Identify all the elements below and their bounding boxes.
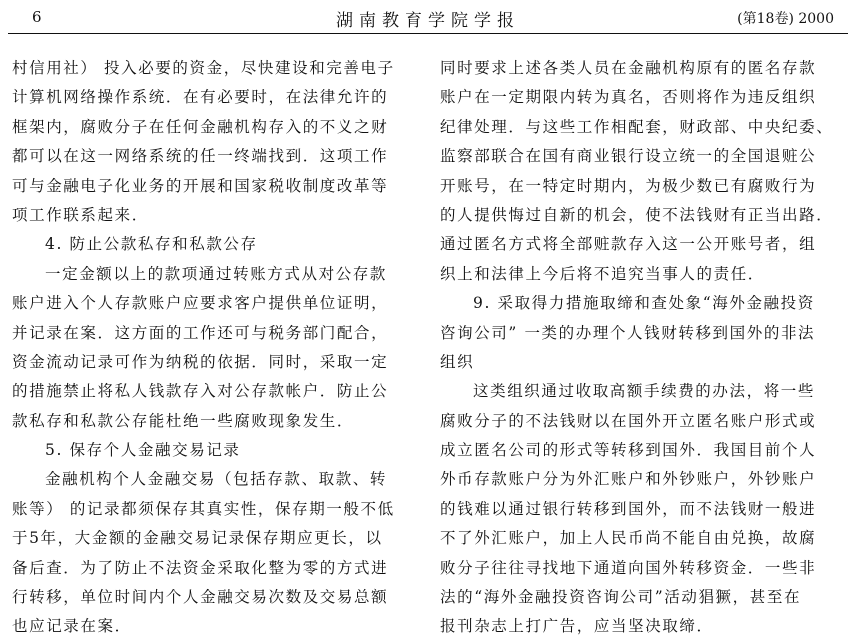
text-line: 不了外汇账户，加上人民币尚不能自由兑换，故腐 [440, 529, 817, 548]
text-line: 款私存和私款公存能杜绝一些腐败现象发生． [12, 411, 355, 430]
text-line: 5. 保存个人金融交易记录 [45, 441, 241, 460]
text-line: 的措施禁止将私人钱款存入对公存款帐户．防止公 [12, 382, 389, 401]
text-line: 腐败分子的不法钱财以在国外开立匿名账户形式或 [440, 411, 817, 430]
header-rule [8, 33, 848, 34]
text-line: 框架内，腐败分子在任何金融机构存入的不义之财 [12, 117, 389, 136]
text-line: 开账号，在一特定时期内，为极少数已有腐败行为 [440, 176, 817, 195]
issue-info: (第18卷) 2000 [737, 11, 834, 27]
text-line: 的人提供悔过自新的机会，使不法钱财有正当出路． [440, 205, 834, 224]
page-header [0, 0, 856, 36]
text-line: 败分子往往寻找地下通道向国外转移资金．一些非 [440, 558, 817, 577]
text-line: 同时要求上述各类人员在金融机构原有的匿名存款 [440, 59, 817, 77]
text-line: 一定金额以上的款项通过转账方式从对公存款 [45, 264, 388, 283]
text-line: 项工作联系起来． [12, 205, 149, 224]
text-line: 通过匿名方式将全部赃款存入这一公开账号者，组 [440, 235, 817, 254]
text-line: 账户在一定期限内转为真名，否则将作为违反组织 [440, 88, 817, 107]
text-line: 都可以在这一网络系统的任一终端找到．这项工作 [12, 147, 389, 166]
journal-title: 湖南教育学院学报 [336, 11, 520, 31]
text-line: 村信用社） 投入必要的资金，尽快建设和完善电子 [12, 59, 395, 77]
text-line: 备后查．为了防止不法资金采取化整为零的方式进 [12, 558, 389, 577]
text-line: 外币存款账户分为外汇账户和外钞账户，外钞账户 [440, 470, 817, 489]
text-line: 法的“海外金融投资咨询公司”活动猖獗，甚至在 [440, 588, 802, 607]
text-line: 于5年，大金额的金融交易记录保存期应更长，以 [12, 529, 383, 548]
text-line: 的钱难以通过银行转移到国外，而不法钱财一般进 [440, 499, 817, 518]
text-line: 监察部联合在国有商业银行设立统一的全国退赃公 [440, 147, 817, 166]
text-line: 织上和法律上今后将不追究当事人的责任． [440, 264, 765, 283]
text-line: 咨询公司” 一类的办理个人钱财转移到国外的非法 [440, 323, 816, 342]
text-line: 纪律处理．与这些工作相配套，财政部、中央纪委、 [440, 117, 834, 136]
text-line: 账等） 的记录都须保存其真实性，保存期一般不低 [12, 499, 395, 518]
left-text-column [12, 54, 416, 642]
text-line: 可与金融电子化业务的开展和国家税收制度改革等 [12, 176, 389, 195]
text-line: 这类组织通过收取高额手续费的办法，将一些 [473, 382, 816, 401]
text-line: 资金流动记录可作为纳税的依据．同时，采取一定 [12, 352, 389, 371]
text-line: 成立匿名公司的形式等转移到国外．我国目前个人 [440, 441, 817, 460]
text-line: 4. 防止公款私存和私款公存 [45, 235, 258, 254]
text-line: 行转移，单位时间内个人金融交易次数及交易总额 [12, 588, 389, 607]
text-line: 金融机构个人金融交易（包括存款、取款、转 [45, 470, 388, 489]
text-line: 组织 [440, 352, 475, 371]
text-line: 报刊杂志上打广告，应当坚决取缔． [440, 617, 714, 636]
page-number: 6 [32, 8, 42, 26]
text-line: 也应记录在案． [12, 617, 132, 636]
text-line: 并记录在案．这方面的工作还可与税务部门配合， [12, 323, 389, 342]
text-line: 账户进入个人存款账户应要求客户提供单位证明， [12, 294, 389, 313]
text-line: 9. 采取得力措施取缔和查处象“海外金融投资 [473, 294, 815, 313]
right-text-column [440, 54, 844, 642]
text-line: 计算机网络操作系统．在有必要时，在法律允许的 [12, 88, 389, 107]
